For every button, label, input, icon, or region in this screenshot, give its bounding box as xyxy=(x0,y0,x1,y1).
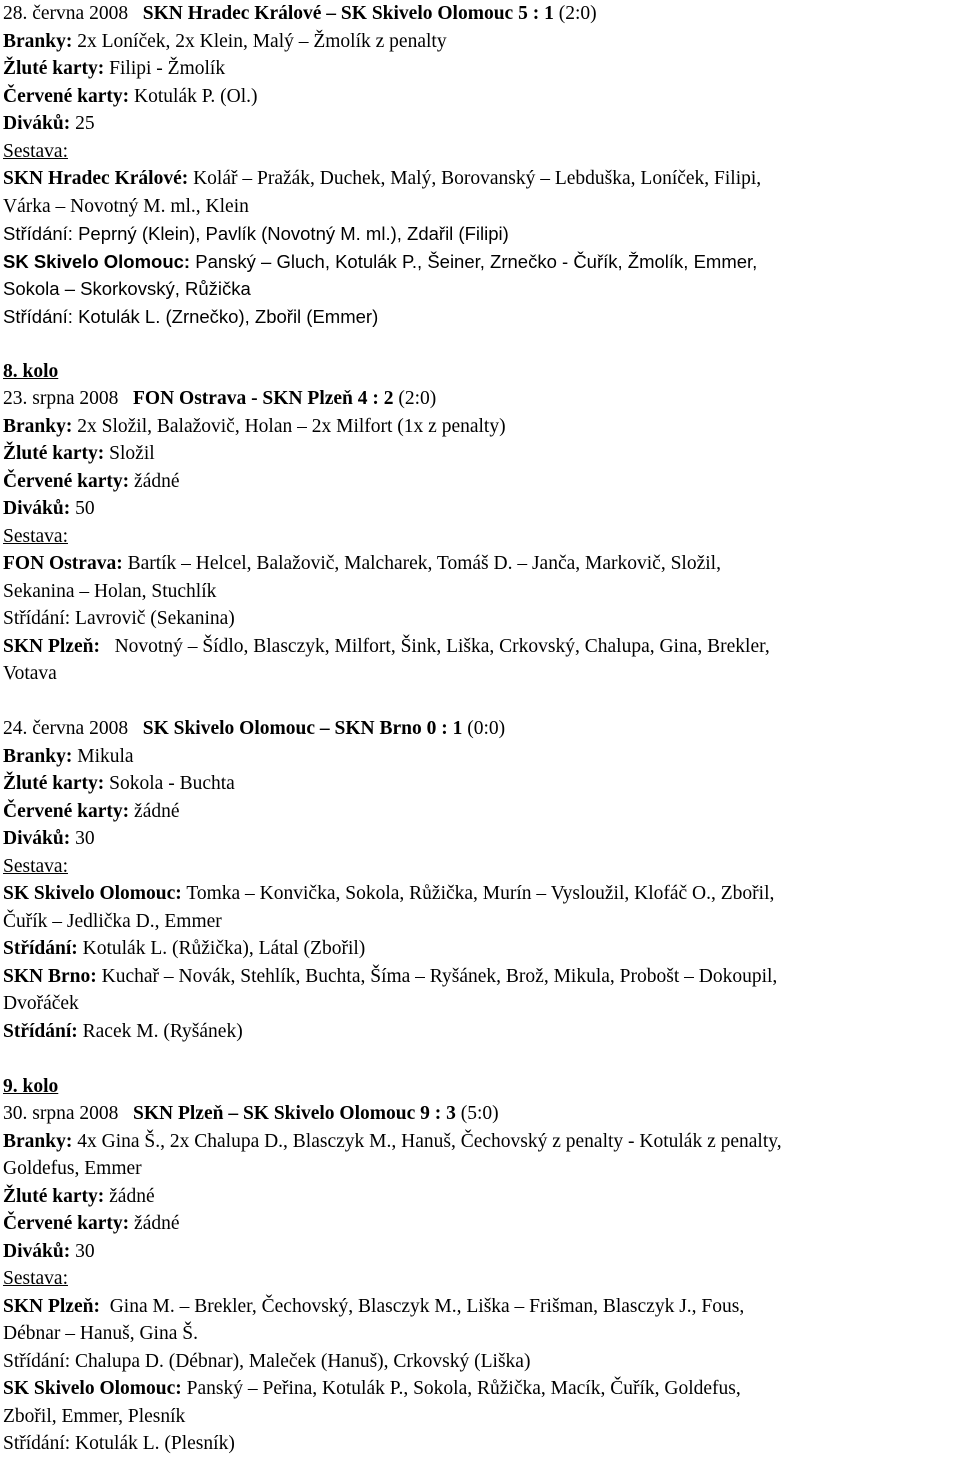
red-cards-text: žádné xyxy=(134,800,180,822)
team2-label: SKN Plzeň: xyxy=(3,635,100,657)
red-cards-text: žádné xyxy=(134,1213,180,1234)
attendance-value: 30 xyxy=(75,828,95,849)
team1-lineup xyxy=(3,880,954,908)
goals-text: 4x Gina Š., 2x Chalupa D., Blasczyk M., Hanuš, Čechovský z penalty - Kotulák z penalty, xyxy=(77,1130,782,1152)
substitutions-label: Střídání: xyxy=(3,938,78,959)
yellow-cards-text: Filipi - Žmolík xyxy=(109,58,226,79)
team2-substitutions: Střídání: Kotulák L. (Plesník) xyxy=(3,1433,235,1454)
team1-substitutions: Střídání: Chalupa D. (Débnar), Maleček (Hanuš), Crkovský (Liška) xyxy=(3,1350,531,1372)
team2-lineup-line1: Panský – Gluch, Kotulák P., Šeiner, Zrnečko - Čuřík, Žmolík, Emmer, xyxy=(195,250,758,272)
attendance-line xyxy=(3,1238,954,1266)
team1-lineup-line2: Čuřík – Jedlička D., Emmer xyxy=(3,910,222,932)
team2-lineup-line2: Zbořil, Emmer, Plesník xyxy=(3,1405,186,1427)
team2-lineup-line1: Novotný – Šídlo, Blasczyk, Milfort, Šink, Liška, Crkovský, Chalupa, Gina, Brekler, xyxy=(114,635,770,657)
red-cards-label: Červené karty: xyxy=(3,470,130,492)
goals-label: Branky: xyxy=(3,745,73,767)
team2-lineup xyxy=(3,633,954,661)
goals-text: 2x Složil, Balažovič, Holan – 2x Milfort (1x z penalty) xyxy=(77,415,506,437)
substitutions-text: Racek M. (Ryšánek) xyxy=(82,1020,243,1042)
red-cards-line xyxy=(3,83,954,111)
team1-lineup-line2: Sekanina – Holan, Stuchlík xyxy=(3,580,217,602)
halftime-score: (2:0) xyxy=(558,3,597,24)
substitutions-label: Střídání: xyxy=(3,1020,78,1042)
yellow-cards-label: Žluté karty: xyxy=(3,1185,105,1207)
team2-substitutions: Střídání: Kotulák L. (Zrnečko), Zbořil (Emmer) xyxy=(3,305,379,327)
match-title: SK Skivelo Olomouc – SKN Brno 0 : 1 xyxy=(142,718,463,739)
match-title: FON Ostrava - SKN Plzeň 4 : 2 xyxy=(133,388,394,409)
team2-substitutions xyxy=(3,1018,954,1046)
red-cards-text: žádné xyxy=(134,470,180,492)
goals-label: Branky: xyxy=(3,415,73,437)
yellow-cards-label: Žluté karty: xyxy=(3,443,105,464)
team1-lineup xyxy=(3,1293,954,1321)
team1-substitutions xyxy=(3,935,954,963)
team1-label: FON Ostrava: xyxy=(3,553,123,574)
match-title: SKN Plzeň – SK Skivelo Olomouc 9 : 3 xyxy=(133,1103,456,1124)
team2-label: SK Skivelo Olomouc: xyxy=(3,250,191,272)
goals-label: Branky: xyxy=(3,1130,73,1152)
spacer xyxy=(3,330,954,358)
yellow-cards-label: Žluté karty: xyxy=(3,773,105,794)
team1-substitutions: Střídání: Peprný (Klein), Pavlík (Novotný M. ml.), Zdařil (Filipi) xyxy=(3,223,509,244)
team2-lineup-line1: Panský – Peřina, Kotulák P., Sokola, Růžička, Macík, Čuřík, Goldefus, xyxy=(186,1378,741,1399)
match-header xyxy=(3,1100,954,1128)
red-cards-label: Červené karty: xyxy=(3,1213,130,1234)
round-heading: 8. kolo xyxy=(3,360,59,382)
spacer xyxy=(3,688,954,716)
team2-lineup xyxy=(3,1375,954,1403)
match-date: 23. srpna 2008 xyxy=(3,388,119,409)
lineup-label: Sestava: xyxy=(3,1268,68,1289)
attendance-label: Diváků: xyxy=(3,828,71,849)
attendance-value: 25 xyxy=(75,113,95,134)
halftime-score: (0:0) xyxy=(467,718,506,739)
yellow-cards-text: Sokola - Buchta xyxy=(109,773,235,794)
halftime-score: (2:0) xyxy=(398,388,437,409)
team1-lineup-line2: Várka – Novotný M. ml., Klein xyxy=(3,195,249,217)
goals-line xyxy=(3,413,954,441)
red-cards-text: Kotulák P. (Ol.) xyxy=(134,85,258,107)
team2-lineup xyxy=(3,248,954,276)
team1-lineup-line1: Gina M. – Brekler, Čechovský, Blasczyk M., Liška – Frišman, Blasczyk J., Fous, xyxy=(109,1295,745,1317)
team1-lineup-line1: Tomka – Konvička, Sokola, Růžička, Murín – Vysloužil, Klofáč O., Zbořil, xyxy=(186,883,775,904)
goals-line2: Goldefus, Emmer xyxy=(3,1158,142,1179)
lineup-label: Sestava: xyxy=(3,525,68,547)
match-header xyxy=(3,715,954,743)
team2-lineup-line2: Votava xyxy=(3,663,57,684)
match-header xyxy=(3,0,954,28)
goals-text: Mikula xyxy=(77,745,134,767)
goals-line xyxy=(3,743,954,771)
team2-lineup-line2: Sokola – Skorkovský, Růžička xyxy=(3,278,251,299)
goals-line xyxy=(3,28,954,56)
red-cards-label: Červené karty: xyxy=(3,85,130,107)
team2-label: SK Skivelo Olomouc: xyxy=(3,1378,182,1399)
attendance-line xyxy=(3,110,954,138)
goals-label: Branky: xyxy=(3,30,73,52)
team1-label: SK Skivelo Olomouc: xyxy=(3,883,182,904)
team1-label: SKN Plzeň: xyxy=(3,1295,100,1317)
yellow-cards-line xyxy=(3,55,954,83)
team2-label: SKN Brno: xyxy=(3,965,97,987)
lineup-label: Sestava: xyxy=(3,855,68,877)
yellow-cards-text: žádné xyxy=(109,1185,155,1207)
team1-lineup xyxy=(3,550,954,578)
match-date: 28. června 2008 xyxy=(3,3,129,24)
match-header xyxy=(3,385,954,413)
yellow-cards-line xyxy=(3,440,954,468)
attendance-value: 50 xyxy=(75,498,95,519)
red-cards-label: Červené karty: xyxy=(3,800,130,822)
team2-lineup xyxy=(3,963,954,991)
team1-lineup-line1: Kolář – Pražák, Duchek, Malý, Borovanský – Lebduška, Loníček, Filipi, xyxy=(193,168,762,189)
attendance-label: Diváků: xyxy=(3,498,71,519)
red-cards-line xyxy=(3,798,954,826)
spacer xyxy=(3,1045,954,1073)
substitutions-text: Kotulák L. (Růžička), Látal (Zbořil) xyxy=(82,938,366,959)
match-date: 24. června 2008 xyxy=(3,718,129,739)
team1-lineup xyxy=(3,165,954,193)
goals-line xyxy=(3,1128,954,1156)
attendance-value: 30 xyxy=(75,1240,95,1262)
team2-lineup-line2: Dvořáček xyxy=(3,993,79,1014)
halftime-score: (5:0) xyxy=(460,1103,499,1124)
yellow-cards-text: Složil xyxy=(109,443,155,464)
yellow-cards-line xyxy=(3,770,954,798)
attendance-line xyxy=(3,825,954,853)
attendance-label: Diváků: xyxy=(3,1240,71,1262)
match-date: 30. srpna 2008 xyxy=(3,1103,119,1124)
team2-lineup-line1: Kuchař – Novák, Stehlík, Buchta, Šíma – Ryšánek, Brož, Mikula, Probošt – Dokoupil, xyxy=(101,965,778,987)
attendance-label: Diváků: xyxy=(3,113,71,134)
team1-lineup-line2: Débnar – Hanuš, Gina Š. xyxy=(3,1323,198,1344)
lineup-label: Sestava: xyxy=(3,140,68,162)
red-cards-line xyxy=(3,1210,954,1238)
team1-substitutions: Střídání: Lavrovič (Sekanina) xyxy=(3,608,235,629)
yellow-cards-label: Žluté karty: xyxy=(3,58,105,79)
goals-text: 2x Loníček, 2x Klein, Malý – Žmolík z penalty xyxy=(77,30,447,52)
team1-lineup-line1: Bartík – Helcel, Balažovič, Malcharek, Tomáš D. – Janča, Markovič, Složil, xyxy=(127,553,721,574)
yellow-cards-line xyxy=(3,1183,954,1211)
team1-label: SKN Hradec Králové: xyxy=(3,168,189,189)
red-cards-line xyxy=(3,468,954,496)
round-heading: 9. kolo xyxy=(3,1075,59,1097)
match-title: SKN Hradec Králové – SK Skivelo Olomouc 5 : 1 xyxy=(142,3,554,24)
attendance-line xyxy=(3,495,954,523)
